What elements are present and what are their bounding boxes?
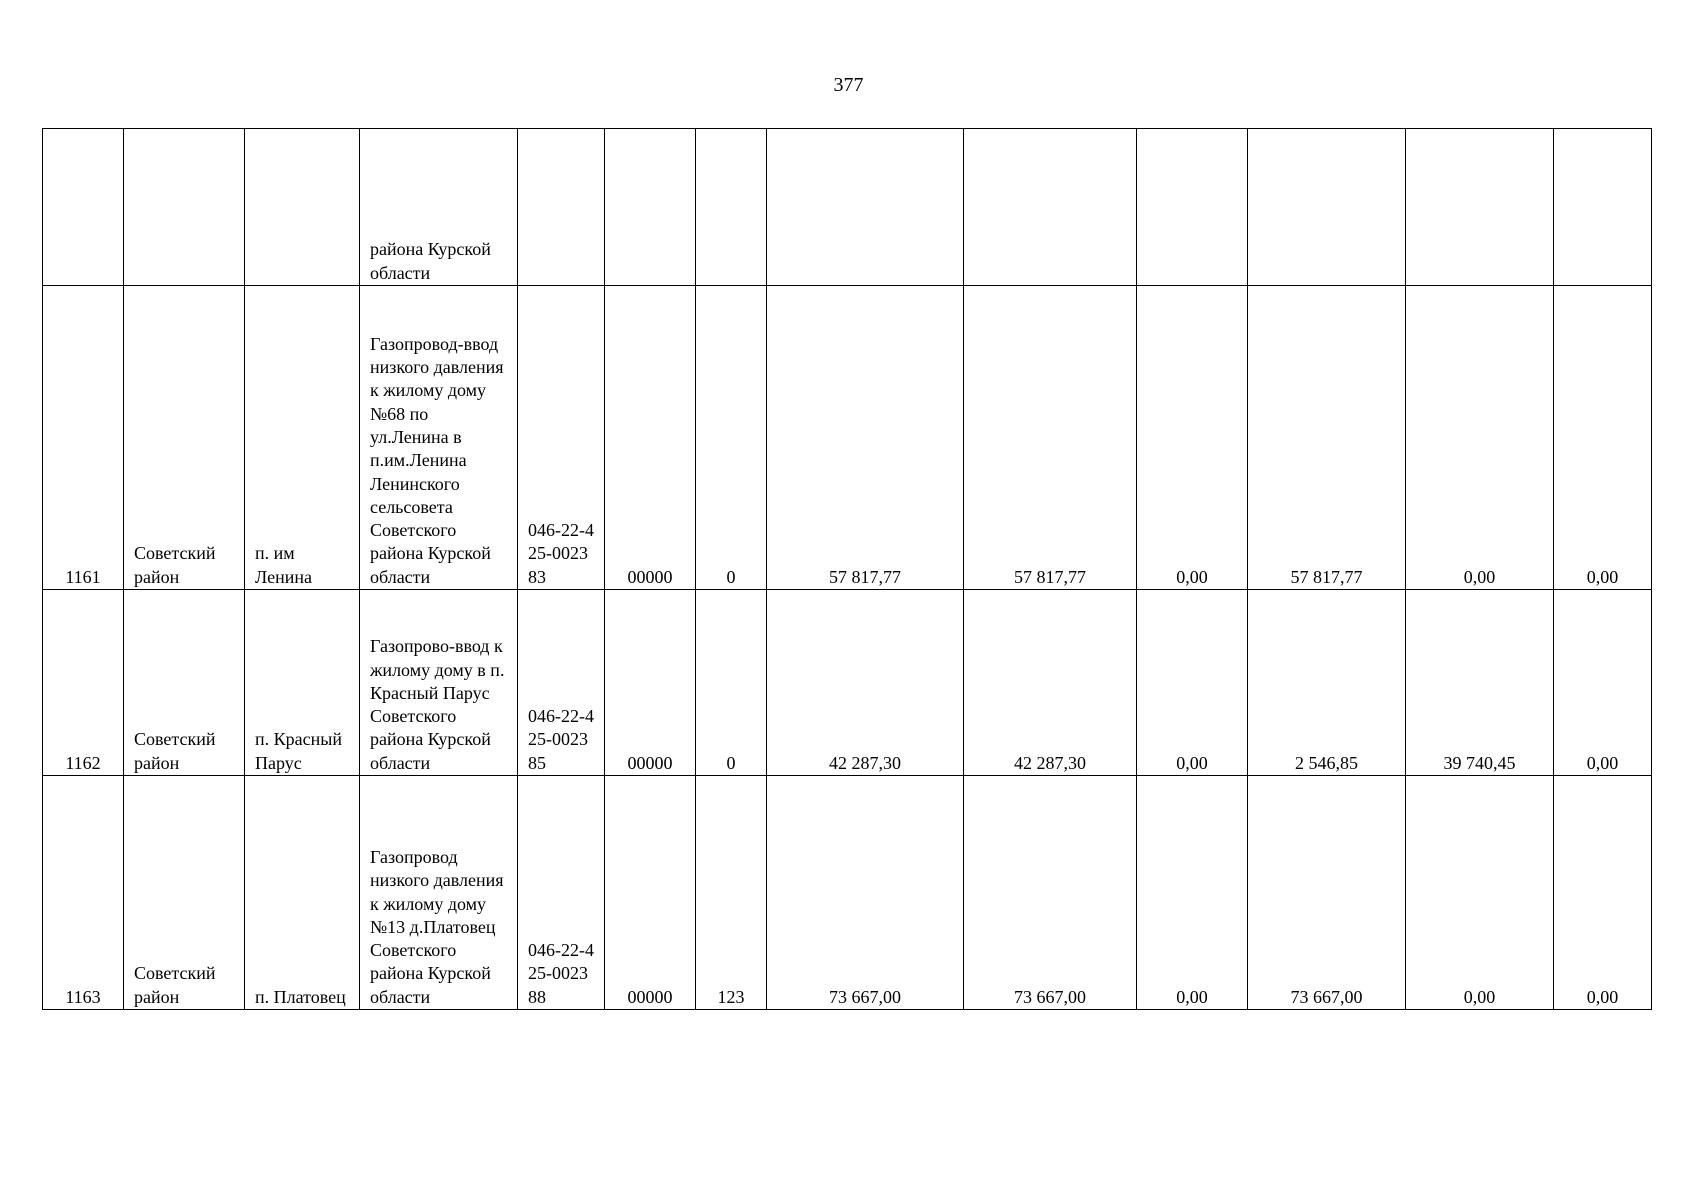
- table-row: [43, 286, 1652, 590]
- table-row: [43, 590, 1652, 776]
- description-text: района Курской области: [370, 239, 491, 283]
- cell-v3: 0,00: [1137, 590, 1248, 776]
- cell-v2: 42 287,30: [964, 590, 1137, 776]
- table-row-continuation: [43, 129, 1652, 286]
- cell-v1: 57 817,77: [767, 286, 964, 590]
- cell-district: Советский район: [124, 776, 245, 1010]
- cell-settlement: п. Платовец: [245, 776, 360, 1010]
- cell-district: [124, 129, 245, 286]
- cell-district: Советский район: [124, 590, 245, 776]
- cell-v3: 0,00: [1137, 286, 1248, 590]
- cell-col7: 0: [696, 286, 767, 590]
- table-row: [43, 776, 1652, 1010]
- cell-col6: [605, 129, 696, 286]
- register-table: [42, 128, 1652, 1010]
- cell-col6: 00000: [605, 286, 696, 590]
- cell-code: 046-22-425-002385: [518, 590, 605, 776]
- cell-num: [43, 129, 124, 286]
- cell-description: Газопровод-ввод низкого давления к жилому дому №68 по ул.Ленина в п.им.Ленина Ленинского сельсовета Советского района Курской области: [360, 286, 518, 590]
- cell-col6: 00000: [605, 590, 696, 776]
- cell-settlement: [245, 129, 360, 286]
- cell-v5: 0,00: [1406, 776, 1554, 1010]
- cell-num: 1163: [43, 776, 124, 1010]
- cell-v4: 57 817,77: [1248, 286, 1406, 590]
- cell-v2: [964, 129, 1137, 286]
- cell-v1: 73 667,00: [767, 776, 964, 1010]
- cell-v3: 0,00: [1137, 776, 1248, 1010]
- cell-v1: [767, 129, 964, 286]
- cell-district: Советский район: [124, 286, 245, 590]
- cell-v2: 57 817,77: [964, 286, 1137, 590]
- cell-v6: 0,00: [1554, 776, 1652, 1010]
- cell-col7: 0: [696, 590, 767, 776]
- cell-v6: [1554, 129, 1652, 286]
- cell-v3: [1137, 129, 1248, 286]
- cell-col6: 00000: [605, 776, 696, 1010]
- cell-code: 046-22-425-002383: [518, 286, 605, 590]
- cell-num: 1162: [43, 590, 124, 776]
- cell-col7: 123: [696, 776, 767, 1010]
- cell-num: 1161: [43, 286, 124, 590]
- cell-v6: 0,00: [1554, 286, 1652, 590]
- cell-settlement: п. Красный Парус: [245, 590, 360, 776]
- cell-description: Газопрово-ввод к жилому дому в п. Красный Парус Советского района Курской области: [360, 590, 518, 776]
- cell-description: Газопровод низкого давления к жилому дому №13 д.Платовец Советского района Курской области: [360, 776, 518, 1010]
- cell-v4: [1248, 129, 1406, 286]
- cell-v5: 39 740,45: [1406, 590, 1554, 776]
- cell-v2: 73 667,00: [964, 776, 1137, 1010]
- cell-code: 046-22-425-002388: [518, 776, 605, 1010]
- cell-v4: 73 667,00: [1248, 776, 1406, 1010]
- cell-v4: 2 546,85: [1248, 590, 1406, 776]
- cell-code: [518, 129, 605, 286]
- page-number: 377: [833, 74, 864, 96]
- cell-v1: 42 287,30: [767, 590, 964, 776]
- cell-v5: [1406, 129, 1554, 286]
- cell-v6: 0,00: [1554, 590, 1652, 776]
- cell-description: [360, 129, 518, 286]
- cell-col7: [696, 129, 767, 286]
- cell-v5: 0,00: [1406, 286, 1554, 590]
- cell-settlement: п. им Ленина: [245, 286, 360, 590]
